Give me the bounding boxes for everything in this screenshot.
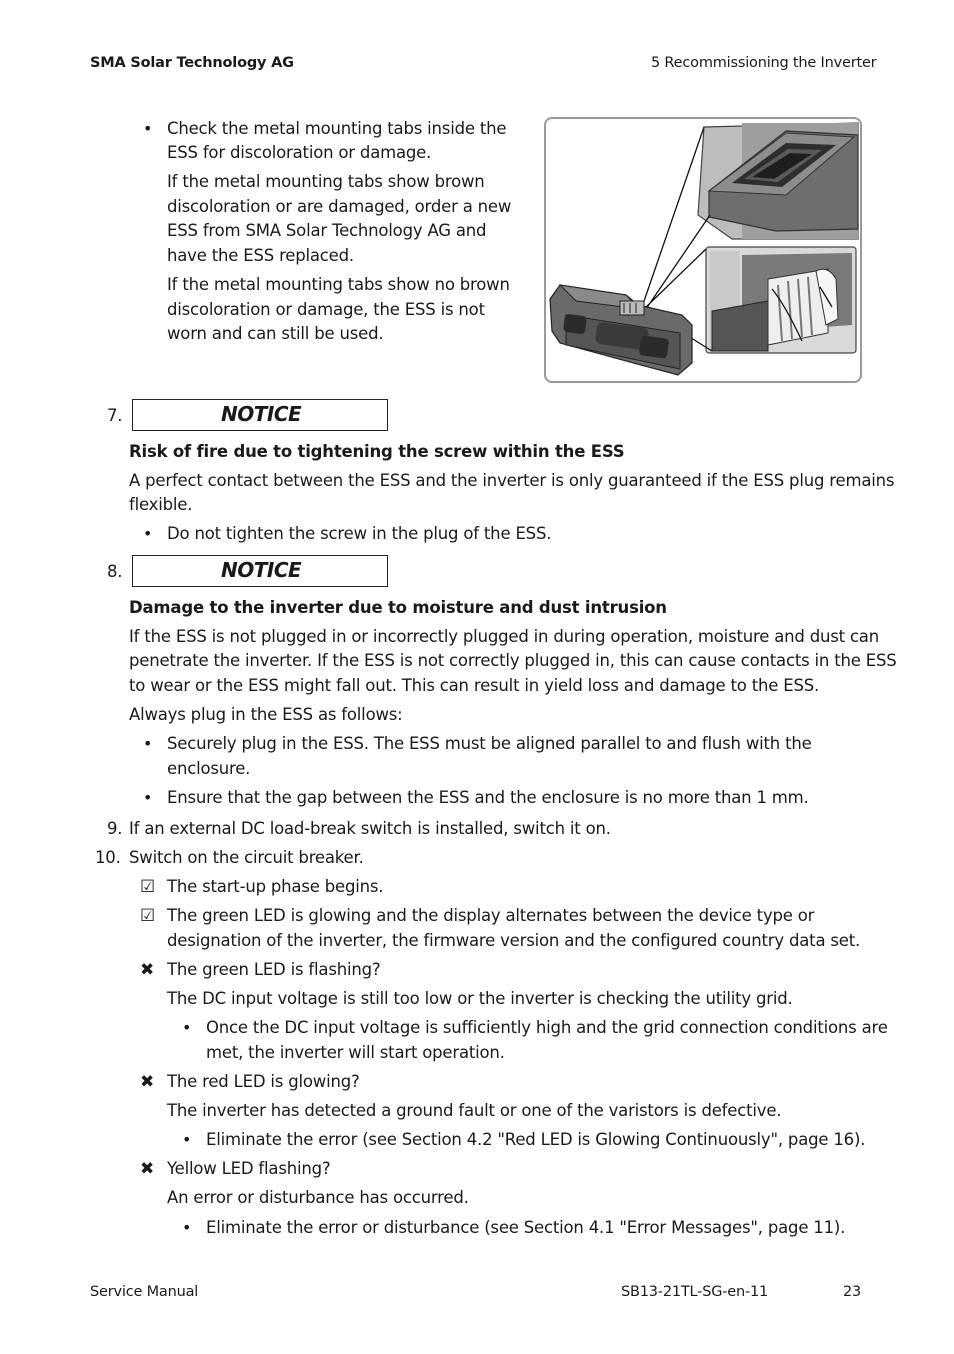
- ess-illustration: [544, 117, 862, 383]
- bullet-marker: •: [143, 788, 153, 807]
- troubleshoot-cause: The DC input voltage is still too low or the inverter is checking the utility grid.: [167, 989, 793, 1008]
- footer-manual-title: Service Manual: [90, 1284, 199, 1300]
- troubleshoot-question: The red LED is glowing?: [167, 1072, 360, 1091]
- intro-brown-line: ESS from SMA Solar Technology AG and: [167, 221, 487, 240]
- troubleshoot-action: met, the inverter will start operation.: [206, 1043, 505, 1062]
- bullet-marker: •: [143, 119, 153, 138]
- notice-bullet: Ensure that the gap between the ESS and the enclosure is no more than 1 mm.: [167, 788, 809, 807]
- troubleshoot-action: Eliminate the error or disturbance (see Section 4.1 "Error Messages", page 11).: [206, 1218, 846, 1237]
- bullet-marker: •: [182, 1018, 192, 1037]
- step-text: If an external DC load-break switch is installed, switch it on.: [129, 819, 611, 838]
- troubleshoot-action: Once the DC input voltage is sufficiently high and the grid connection conditions are: [206, 1018, 888, 1037]
- troubleshoot-question: Yellow LED flashing?: [167, 1159, 331, 1178]
- intro-check-line: ESS for discoloration or damage.: [167, 143, 432, 162]
- troubleshoot-question: The green LED is flashing?: [167, 960, 381, 979]
- intro-brown-line: If the metal mounting tabs show brown: [167, 172, 485, 191]
- result-text: designation of the inverter, the firmware version and the configured country data set.: [167, 931, 861, 950]
- step-number: 7.: [107, 406, 123, 425]
- notice-heading: Risk of fire due to tightening the screw within the ESS: [129, 442, 625, 461]
- notice-box: [132, 399, 388, 431]
- troubleshoot-cause: An error or disturbance has occurred.: [167, 1188, 469, 1207]
- notice-heading: Damage to the inverter due to moisture and dust intrusion: [129, 598, 667, 617]
- checkbox-checked-icon: ☑: [140, 906, 156, 926]
- troubleshoot-cause: The inverter has detected a ground fault or one of the varistors is defective.: [167, 1101, 782, 1120]
- notice-label: NOTICE: [221, 558, 302, 582]
- checkbox-checked-icon: ☑: [140, 877, 156, 897]
- result-text: The start-up phase begins.: [167, 877, 384, 896]
- step-text: Switch on the circuit breaker.: [129, 848, 364, 867]
- notice-body-line: penetrate the inverter. If the ESS is not correctly plugged in, this can cause contacts in the ESS: [129, 651, 897, 670]
- notice-bullet: Do not tighten the screw in the plug of the ESS.: [167, 524, 552, 543]
- cross-icon: ✖: [140, 1159, 155, 1179]
- intro-nobrown-line: discoloration or damage, the ESS is not: [167, 300, 485, 319]
- step-number: 9.: [107, 819, 123, 838]
- notice-always-line: Always plug in the ESS as follows:: [129, 705, 403, 724]
- intro-nobrown-line: If the metal mounting tabs show no brown: [167, 275, 510, 294]
- troubleshoot-action: Eliminate the error (see Section 4.2 "Red LED is Glowing Continuously", page 16).: [206, 1130, 866, 1149]
- header-company: SMA Solar Technology AG: [90, 55, 294, 71]
- footer-doc-id: SB13-21TL-SG-en-11: [621, 1284, 769, 1300]
- bullet-marker: •: [143, 734, 153, 753]
- notice-body-line: If the ESS is not plugged in or incorrectly plugged in during operation, moisture and dust can: [129, 627, 879, 646]
- bullet-marker: •: [143, 524, 153, 543]
- notice-bullet: enclosure.: [167, 759, 251, 778]
- cross-icon: ✖: [140, 1072, 155, 1092]
- notice-body-line: flexible.: [129, 495, 193, 514]
- bullet-marker: •: [182, 1130, 192, 1149]
- header-section: 5 Recommissioning the Inverter: [651, 55, 877, 71]
- notice-body-line: to wear or the ESS might fall out. This can result in yield loss and damage to the ESS.: [129, 676, 820, 695]
- intro-brown-line: discoloration or are damaged, order a new: [167, 197, 512, 216]
- intro-check-line: Check the metal mounting tabs inside the: [167, 119, 507, 138]
- step-number: 8.: [107, 562, 123, 581]
- ess-drawing: [546, 119, 860, 381]
- step-number: 10.: [95, 848, 121, 867]
- intro-nobrown-line: worn and can still be used.: [167, 324, 384, 343]
- intro-brown-line: have the ESS replaced.: [167, 246, 354, 265]
- cross-icon: ✖: [140, 960, 155, 980]
- notice-bullet: Securely plug in the ESS. The ESS must be aligned parallel to and flush with the: [167, 734, 812, 753]
- notice-body-line: A perfect contact between the ESS and the inverter is only guaranteed if the ESS plug remains: [129, 471, 895, 490]
- notice-label: NOTICE: [221, 402, 302, 426]
- page-number: 23: [843, 1284, 862, 1300]
- bullet-marker: •: [182, 1218, 192, 1237]
- notice-box: [132, 555, 388, 587]
- result-text: The green LED is glowing and the display alternates between the device type or: [167, 906, 815, 925]
